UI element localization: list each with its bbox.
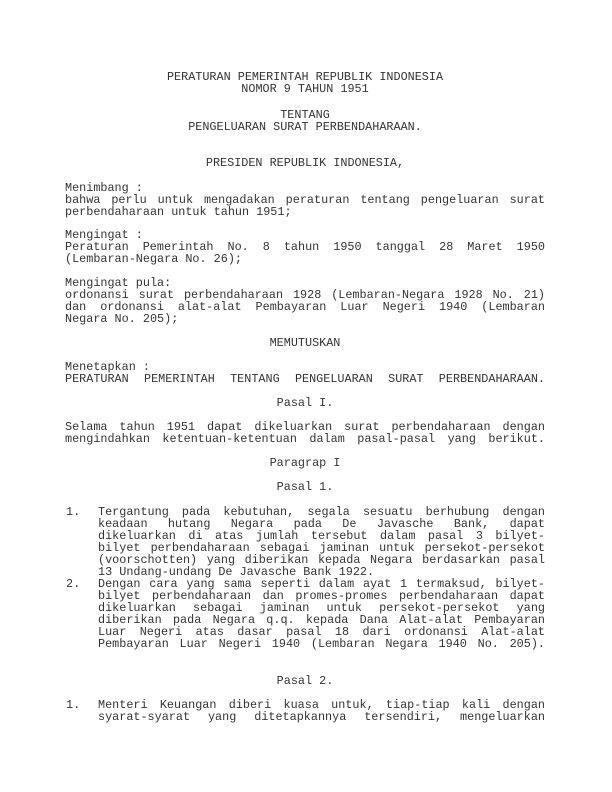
list-item-line: bilyet perbendaharaan dan promes-promes perbendaharaan dapat <box>98 589 545 603</box>
list-number: 2. <box>66 577 81 591</box>
mengingat-label: Mengingat : <box>65 228 143 242</box>
pasal-heading: Pasal 1. <box>276 480 334 494</box>
mengingat-line: (Lembaran-Negara No. 26); <box>65 252 242 266</box>
list-item-line: 1. Tergantung pada kebutuhan, segala sesuatu berhubung dengan <box>66 505 545 519</box>
mengingat-pula-line: ordonansi surat perbendaharaan 1928 (Lembaran-Negara 1928 No. 21) <box>65 288 545 302</box>
mengingat-pula-line: dan ordonansi alat-alat Pembayaran Luar Negeri 1940 (Lembaran <box>65 300 545 314</box>
mengingat-pula-line: Negara No. 205); <box>65 312 179 326</box>
menimbang-label: Menimbang : <box>65 181 143 195</box>
paragrap-heading: Paragrap I <box>269 456 341 470</box>
list-item-line: Luar Negeri atas dasar pasal 18 dari ordonansi Alat-alat <box>98 625 545 639</box>
list-item-line: 1. Menteri Keuangan diberi kuasa untuk, tiap-tiap kali dengan <box>66 698 545 712</box>
list-item-line: dikeluarkan sebagai jaminan untuk persekot-persekot yang <box>98 601 545 615</box>
memutuskan-heading: MEMUTUSKAN <box>269 336 341 350</box>
doc-subtitle-tentang: TENTANG <box>280 108 330 122</box>
list-item-line: syarat-syarat yang ditetapkannya tersendiri, mengeluarkan <box>98 710 545 724</box>
body-line: Selama tahun 1951 dapat dikeluarkan surat perbendaharaan dengan <box>65 420 545 434</box>
menetapkan-label: Menetapkan : <box>65 360 150 374</box>
menimbang-line: perbendaharaan untuk tahun 1951; <box>65 205 292 219</box>
pasal-heading: Pasal 2. <box>276 674 334 688</box>
list-item-line: dikeluarkan di atas jumlah tersebut dalam pasal 3 bilyet- <box>98 529 545 543</box>
body-line: mengindahkan ketentuan-ketentuan dalam pasal-pasal yang berikut. <box>65 432 545 446</box>
list-item-line: diberikan pada Negara q.q. kepada Dana Alat-alat Pembayaran <box>98 613 545 627</box>
list-number: 1. <box>66 505 81 519</box>
list-item-line: 13 Undang-undang De Javasche Bank 1922. <box>98 565 375 579</box>
doc-title-line-2: NOMOR 9 TAHUN 1951 <box>241 82 369 96</box>
mengingat-line: Peraturan Pemerintah No. 8 tahun 1950 tanggal 28 Maret 1950 <box>65 240 545 254</box>
list-number: 1. <box>66 698 81 712</box>
menetapkan-line: PERATURAN PEMERINTAH TENTANG PENGELUARAN SURAT PERBENDAHARAAN. <box>65 372 545 386</box>
mengingat-pula-label: Mengingat pula: <box>65 276 172 290</box>
doc-title-line-1: PERATURAN PEMERINTAH REPUBLIK INDONESIA <box>166 70 444 84</box>
list-item-line: Pembayaran Luar Negeri 1940 (Lembaran Negara 1940 No. 205). <box>98 637 545 651</box>
list-item-line: 2. Dengan cara yang sama seperti dalam ayat 1 termaksud, bilyet- <box>66 577 545 591</box>
issuing-authority: PRESIDEN REPUBLIK INDONESIA, <box>205 156 405 170</box>
text-area <box>65 71 545 723</box>
list-item-line: bilyet perbendaharaan sebagai jaminan untuk persekot-persekot <box>98 541 545 555</box>
pasal-heading: Pasal I. <box>276 396 334 410</box>
menimbang-line: bahwa perlu untuk mengadakan peraturan tentang pengeluaran surat <box>65 193 545 207</box>
list-item-line: (voorschotten) yang diberikan kepada Negara berdasarkan pasal <box>98 553 545 567</box>
doc-subtitle-subject: PENGELUARAN SURAT PERBENDAHARAAN. <box>188 120 422 134</box>
list-item-line: keadaan hutang Negara pada De Javasche Bank, dapat <box>98 517 545 531</box>
